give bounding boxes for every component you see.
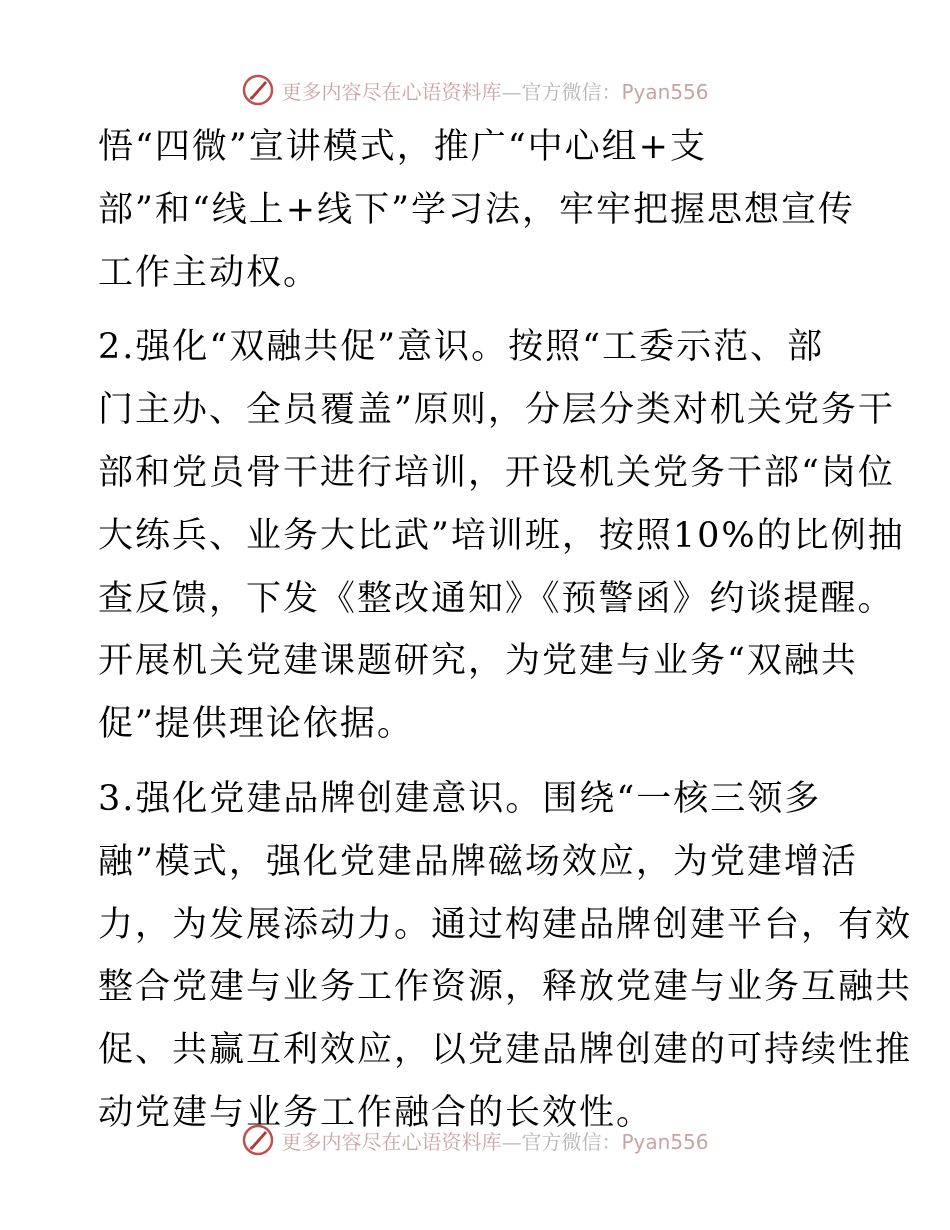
- text-line: 门主办、全员覆盖”原则，分层分类对机关党务干: [98, 390, 895, 431]
- paragraph-2: [98, 316, 905, 756]
- paragraph-1: [98, 116, 858, 304]
- text-line: 融”模式，强化党建品牌磁场效应，为党建增活: [98, 841, 858, 882]
- text-line: 悟“四微”宣讲模式，推广“中心组+支: [98, 127, 708, 167]
- text-line: 部和党员骨干进行培训，开设机关党务干部“岗位: [98, 452, 895, 493]
- text-line: 工作主动权。: [98, 252, 321, 293]
- text-line: 促、共赢互利效应，以党建品牌创建的可持续性推: [98, 1030, 913, 1071]
- text-line: 动党建与业务工作融合的长效性。: [98, 1092, 654, 1133]
- watermark-text: 更多内容尽在心语资料库—官方微信：Pyan556: [281, 79, 709, 104]
- text-line: 部”和“线上+线下”学习法，牢牢把握思想宣传: [98, 189, 856, 230]
- document-body: [98, 116, 913, 1145]
- quill-logo-icon: [241, 1123, 275, 1157]
- header-watermark: [0, 70, 950, 110]
- text-line: 查反馈，下发《整改通知》《预警函》约谈提醒。: [98, 578, 895, 619]
- watermark-text: 更多内容尽在心语资料库—官方微信：Pyan556: [281, 1129, 709, 1154]
- text-line: 整合党建与业务工作资源，释放党建与业务互融共: [98, 967, 913, 1008]
- text-line: 开展机关党建课题研究，为党建与业务“双融共: [98, 641, 858, 682]
- paragraph-3: [98, 768, 913, 1145]
- text-line: 促”提供理论依据。: [98, 704, 414, 745]
- footer-watermark: [0, 1120, 950, 1160]
- quill-logo-icon: [241, 73, 275, 107]
- text-line: 大练兵、业务大比武”培训班，按照10%的比例抽: [98, 515, 905, 556]
- text-line: 3.强化党建品牌创建意识。围绕“一核三领多: [98, 778, 822, 819]
- text-line: 2.强化“双融共促”意识。按照“工委示范、部: [98, 327, 825, 368]
- text-line: 力，为发展添动力。通过构建品牌创建平台，有效: [98, 904, 913, 945]
